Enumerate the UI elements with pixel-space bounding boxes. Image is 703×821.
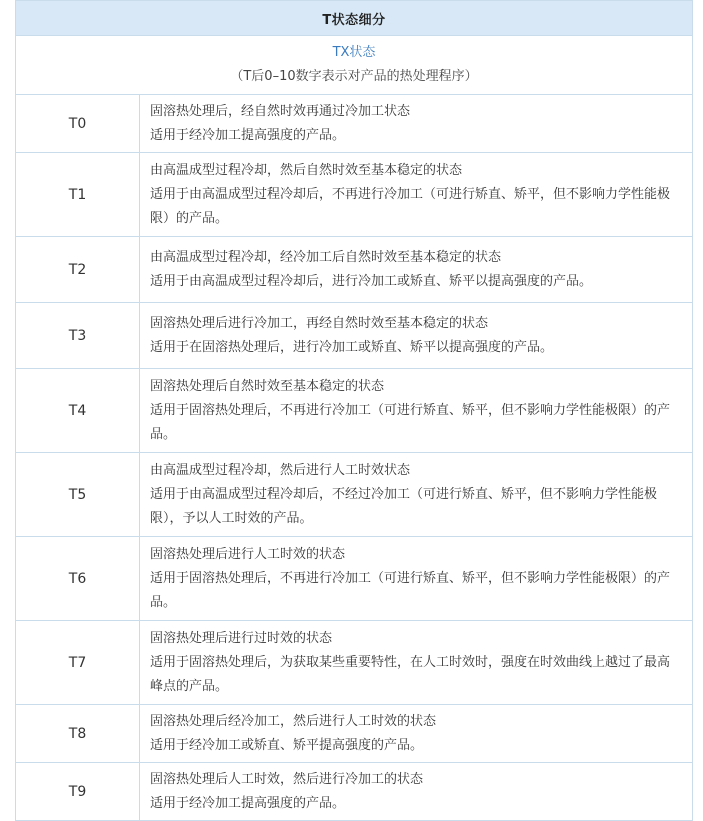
temper-code: T5 [16,453,140,537]
temper-code: T8 [16,705,140,763]
table-row [16,303,693,369]
temper-code: T1 [16,153,140,237]
temper-description [140,621,693,705]
description-usage: 适用于经冷加工提高强度的产品。 [150,795,346,811]
description-title: 固溶热处理后，经自然时效再通过冷加工状态 [150,103,411,119]
temper-code: T7 [16,621,140,705]
table-header-row [16,1,693,36]
temper-code: T2 [16,237,140,303]
temper-description [140,153,693,237]
description-title: 固溶热处理后进行过时效的状态 [150,630,333,646]
temper-description [140,369,693,453]
temper-code: T9 [16,763,140,821]
table-container [15,0,692,821]
table-row [16,153,693,237]
description-title: 由高温成型过程冷却，然后自然时效至基本稳定的状态 [150,162,463,178]
table-row [16,237,693,303]
temper-code: T4 [16,369,140,453]
table-row [16,95,693,153]
description-usage: 适用于固溶热处理后，为获取某些重要特性，在人工时效时，强度在时效曲线上越过了最高峰点的产品。 [150,654,671,694]
description-title: 由高温成型过程冷却，经冷加工后自然时效至基本稳定的状态 [150,249,502,265]
description-usage: 适用于经冷加工或矫直、矫平提高强度的产品。 [150,737,424,753]
temper-description [140,237,693,303]
temper-code: T6 [16,537,140,621]
temper-description [140,705,693,763]
temper-table [15,0,693,821]
temper-description [140,95,693,153]
description-usage: 适用于在固溶热处理后，进行冷加工或矫直、矫平以提高强度的产品。 [150,339,554,355]
description-usage: 适用于经冷加工提高强度的产品。 [150,127,346,143]
description-usage: 适用于固溶热处理后，不再进行冷加工（可进行矫直、矫平，但不影响力学性能极限）的产品。 [150,570,671,610]
temper-code: T3 [16,303,140,369]
temper-description [140,303,693,369]
table-row [16,705,693,763]
description-title: 固溶热处理后自然时效至基本稳定的状态 [150,378,385,394]
description-title: 固溶热处理后进行冷加工，再经自然时效至基本稳定的状态 [150,315,489,331]
subheader-note: （T后0–10数字表示对产品的热处理程序） [230,69,478,84]
table-row [16,453,693,537]
description-title: 固溶热处理后经冷加工，然后进行人工时效的状态 [150,713,437,729]
table-title: T状态细分 [16,1,693,36]
subheader-row [16,36,693,95]
subheader-title: TX状态 [332,45,376,60]
description-title: 固溶热处理后进行人工时效的状态 [150,546,346,562]
table-row [16,621,693,705]
table-row [16,763,693,821]
temper-code: T0 [16,95,140,153]
table-row [16,537,693,621]
table-row [16,369,693,453]
subheader-cell [16,36,693,95]
description-usage: 适用于由高温成型过程冷却后，进行冷加工或矫直、矫平以提高强度的产品。 [150,273,593,289]
temper-description [140,763,693,821]
description-title: 由高温成型过程冷却，然后进行人工时效状态 [150,462,411,478]
description-usage: 适用于由高温成型过程冷却后，不再进行冷加工（可进行矫直、矫平，但不影响力学性能极限）的产品。 [150,186,671,226]
temper-description [140,537,693,621]
description-usage: 适用于由高温成型过程冷却后，不经过冷加工（可进行矫直、矫平，但不影响力学性能极限），予以人工时效的产品。 [150,486,658,526]
description-title: 固溶热处理后人工时效，然后进行冷加工的状态 [150,771,424,787]
description-usage: 适用于固溶热处理后，不再进行冷加工（可进行矫直、矫平，但不影响力学性能极限）的产品。 [150,402,671,442]
temper-description [140,453,693,537]
